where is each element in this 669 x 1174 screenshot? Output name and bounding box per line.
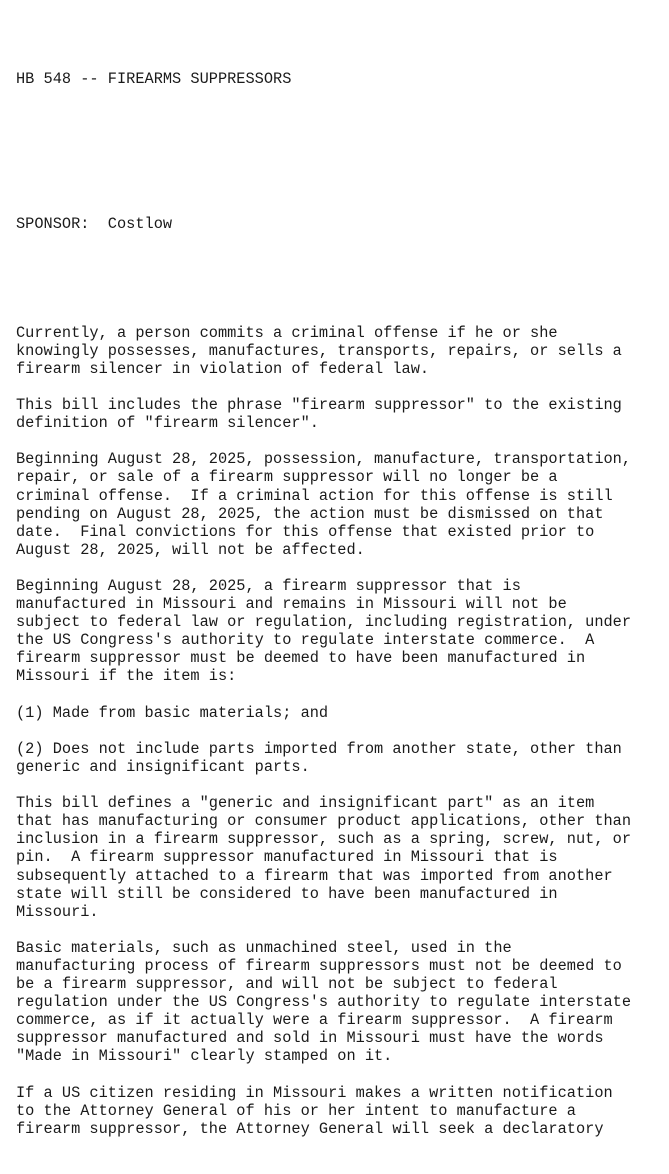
summary-paragraph xyxy=(16,740,666,776)
paragraph-line: Beginning August 28, 2025, a firearm suppressor that is xyxy=(16,577,521,595)
sponsor-line: SPONSOR: Costlow xyxy=(16,215,173,234)
paragraph-line: manufactured in Missouri and remains in Missouri will not be xyxy=(16,595,567,614)
paragraph-line: pending on August 28, 2025, the action must be dismissed on that xyxy=(16,504,604,523)
paragraph-line: Basic materials, such as unmachined steel, used in the xyxy=(16,938,512,957)
paragraph-line: Missouri if the item is: xyxy=(16,667,237,686)
summary-paragraph xyxy=(16,450,666,559)
paragraph-line: If a US citizen residing in Missouri makes a written notification xyxy=(16,1083,613,1102)
paragraph-line: Beginning August 28, 2025, possession, manufacture, transportation, xyxy=(16,450,632,469)
paragraph-line: definition of "firearm silencer". xyxy=(16,414,319,433)
paragraph-line: pin. A firearm suppressor manufactured in Missouri that is xyxy=(16,848,558,867)
summary-paragraph xyxy=(16,396,666,432)
paragraph-line: criminal offense. If a criminal action for this offense is still xyxy=(16,486,613,505)
summary-paragraph xyxy=(16,794,666,921)
paragraph-line: the US Congress's authority to regulate interstate commerce. A xyxy=(16,631,595,650)
paragraph-line: date. Final convictions for this offense that existed prior to xyxy=(16,522,595,541)
paragraph-line: firearm suppressor must be deemed to have been manufactured in xyxy=(16,649,586,668)
paragraph-line: state will still be considered to have been manufactured in xyxy=(16,884,558,903)
summary-paragraph xyxy=(16,939,666,1066)
paragraph-line: subsequently attached to a firearm that was imported from another xyxy=(16,866,613,885)
bill-title: HB 548 -- FIREARMS SUPPRESSORS xyxy=(16,70,292,89)
paragraph-line: inclusion in a firearm suppressor, such as a spring, screw, nut, or xyxy=(16,830,632,849)
summary-paragraph xyxy=(16,1084,666,1138)
paragraph-line: commerce, as if it actually were a firearm suppressor. A firearm xyxy=(16,1011,613,1030)
paragraph-line: This bill defines a "generic and insignificant part" as an item xyxy=(16,794,595,813)
paragraph-line: knowingly possesses, manufactures, transports, repairs, or sells a xyxy=(16,341,622,360)
bill-summary-document xyxy=(16,0,666,1174)
summary-paragraph xyxy=(16,577,666,686)
paragraph-line: subject to federal law or regulation, including registration, under xyxy=(16,613,632,632)
paragraph-line: (1) Made from basic materials; and xyxy=(16,703,329,722)
paragraph-line: firearm silencer in violation of federal law. xyxy=(16,359,430,378)
paragraph-line: be a firearm suppressor, and will not be subject to federal xyxy=(16,975,558,994)
paragraph-line: Currently, a person commits a criminal offense if he or she xyxy=(16,323,558,342)
paragraph-line: regulation under the US Congress's authority to regulate interstate xyxy=(16,993,632,1012)
paragraph-line: manufacturing process of firearm suppressors must not be deemed to xyxy=(16,956,622,975)
paragraph-line: to the Attorney General of his or her intent to manufacture a xyxy=(16,1101,576,1120)
paragraph-line: repair, or sale of a firearm suppressor will no longer be a xyxy=(16,468,558,487)
paragraph-line: August 28, 2025, will not be affected. xyxy=(16,540,365,559)
paragraph-line: This bill includes the phrase "firearm suppressor" to the existing xyxy=(16,396,622,415)
paragraph-line: generic and insignificant parts. xyxy=(16,757,310,776)
sponsor-paragraph xyxy=(16,179,666,269)
summary-paragraph xyxy=(16,324,666,378)
summary-body xyxy=(16,324,666,1138)
paragraph-line: (2) Does not include parts imported from another state, other than xyxy=(16,739,622,758)
paragraph-line: "Made in Missouri" clearly stamped on it. xyxy=(16,1047,393,1066)
summary-paragraph xyxy=(16,704,666,722)
paragraph-line: that has manufacturing or consumer product applications, other than xyxy=(16,812,632,831)
paragraph-line: suppressor manufactured and sold in Missouri must have the words xyxy=(16,1029,604,1048)
paragraph-line: firearm suppressor, the Attorney General will seek a declaratory xyxy=(16,1119,604,1138)
paragraph-line: Missouri. xyxy=(16,902,99,921)
bill-title-paragraph xyxy=(16,34,666,124)
